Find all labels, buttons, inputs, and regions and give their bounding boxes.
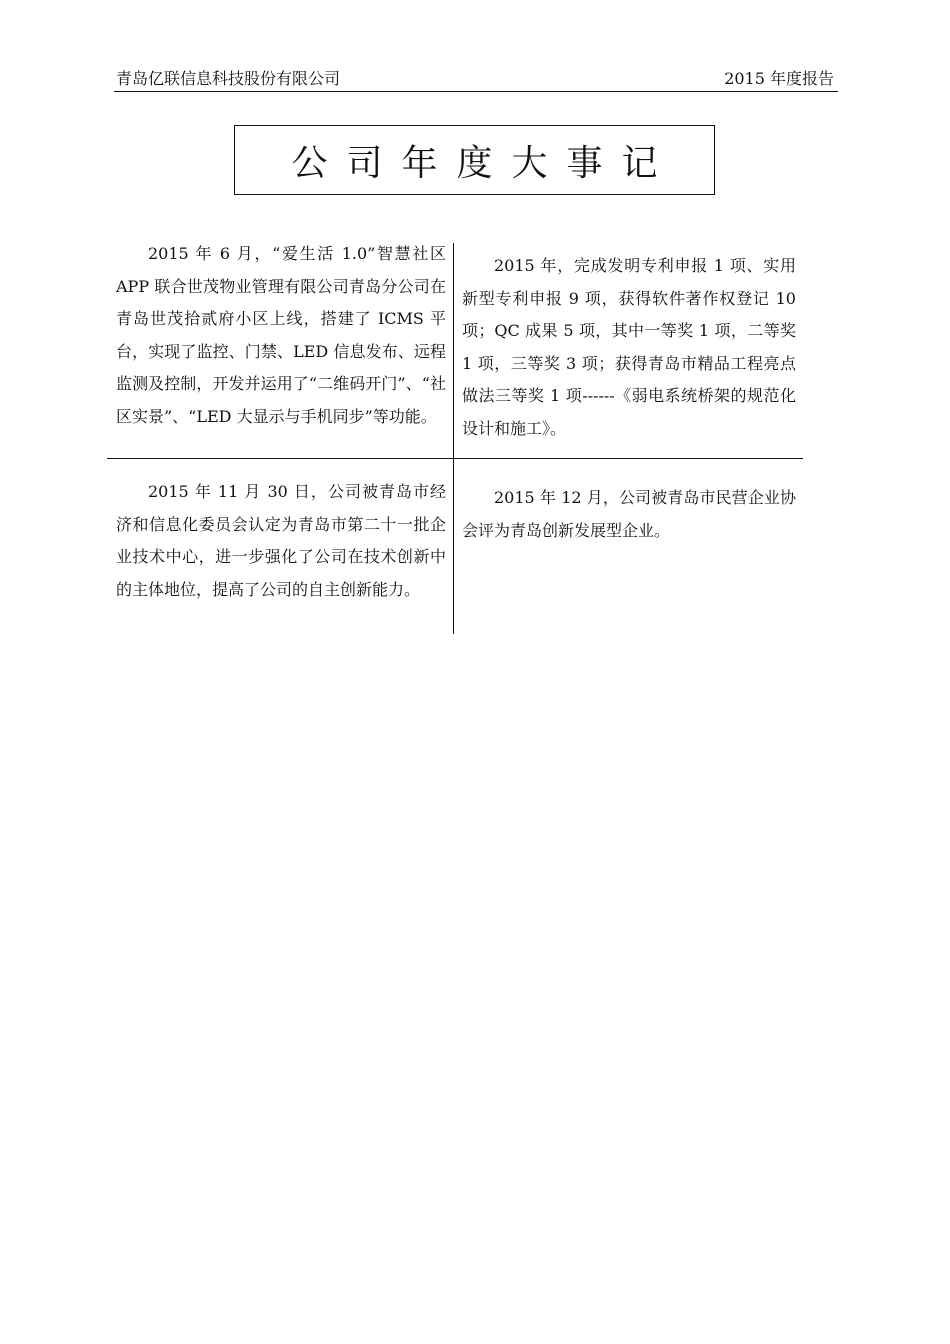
grid-vertical-divider-top [453, 243, 454, 459]
grid-horizontal-divider [107, 458, 803, 459]
event-item-app-launch: 2015 年 6 月，“爱生活 1.0”智慧社区 APP 联合世茂物业管理有限公司青岛分公司在青岛世茂拾贰府小区上线，搭建了 ICMS 平台，实现了监控、门禁、LED 信息发布、远程监测及控制，开发并运用了“二维码开门”、“社区实景”、“LED 大显示与手机同步”等功能。 [116, 244, 446, 426]
event-item-innovation-award: 2015 年 12 月，公司被青岛市民营企业协会评为青岛创新发展型企业。 [462, 488, 796, 540]
event-item-patents: 2015 年，完成发明专利申报 1 项、实用新型专利申报 9 项，获得软件著作权登记 10 项；QC 成果 5 项，其中一等奖 1 项，二等奖 1 项，三等奖 3 项；获得青岛市精品工程亮点做法三等奖 1 项------《弱电系统桥架的规范化设计和施工》。 [462, 256, 796, 438]
header-divider [114, 91, 838, 92]
grid-vertical-divider-bottom [453, 459, 454, 634]
header-report-label: 2015 年度报告 [724, 69, 834, 88]
header-company-name: 青岛亿联信息科技股份有限公司 [116, 69, 341, 88]
event-item-tech-center: 2015 年 11 月 30 日，公司被青岛市经济和信息化委员会认定为青岛市第二十一批企业技术中心，进一步强化了公司在技术创新中的主体地位，提高了公司的自主创新能力。 [116, 482, 446, 599]
page-title: 公司年度大事记 [291, 142, 677, 184]
title-box [234, 125, 715, 195]
